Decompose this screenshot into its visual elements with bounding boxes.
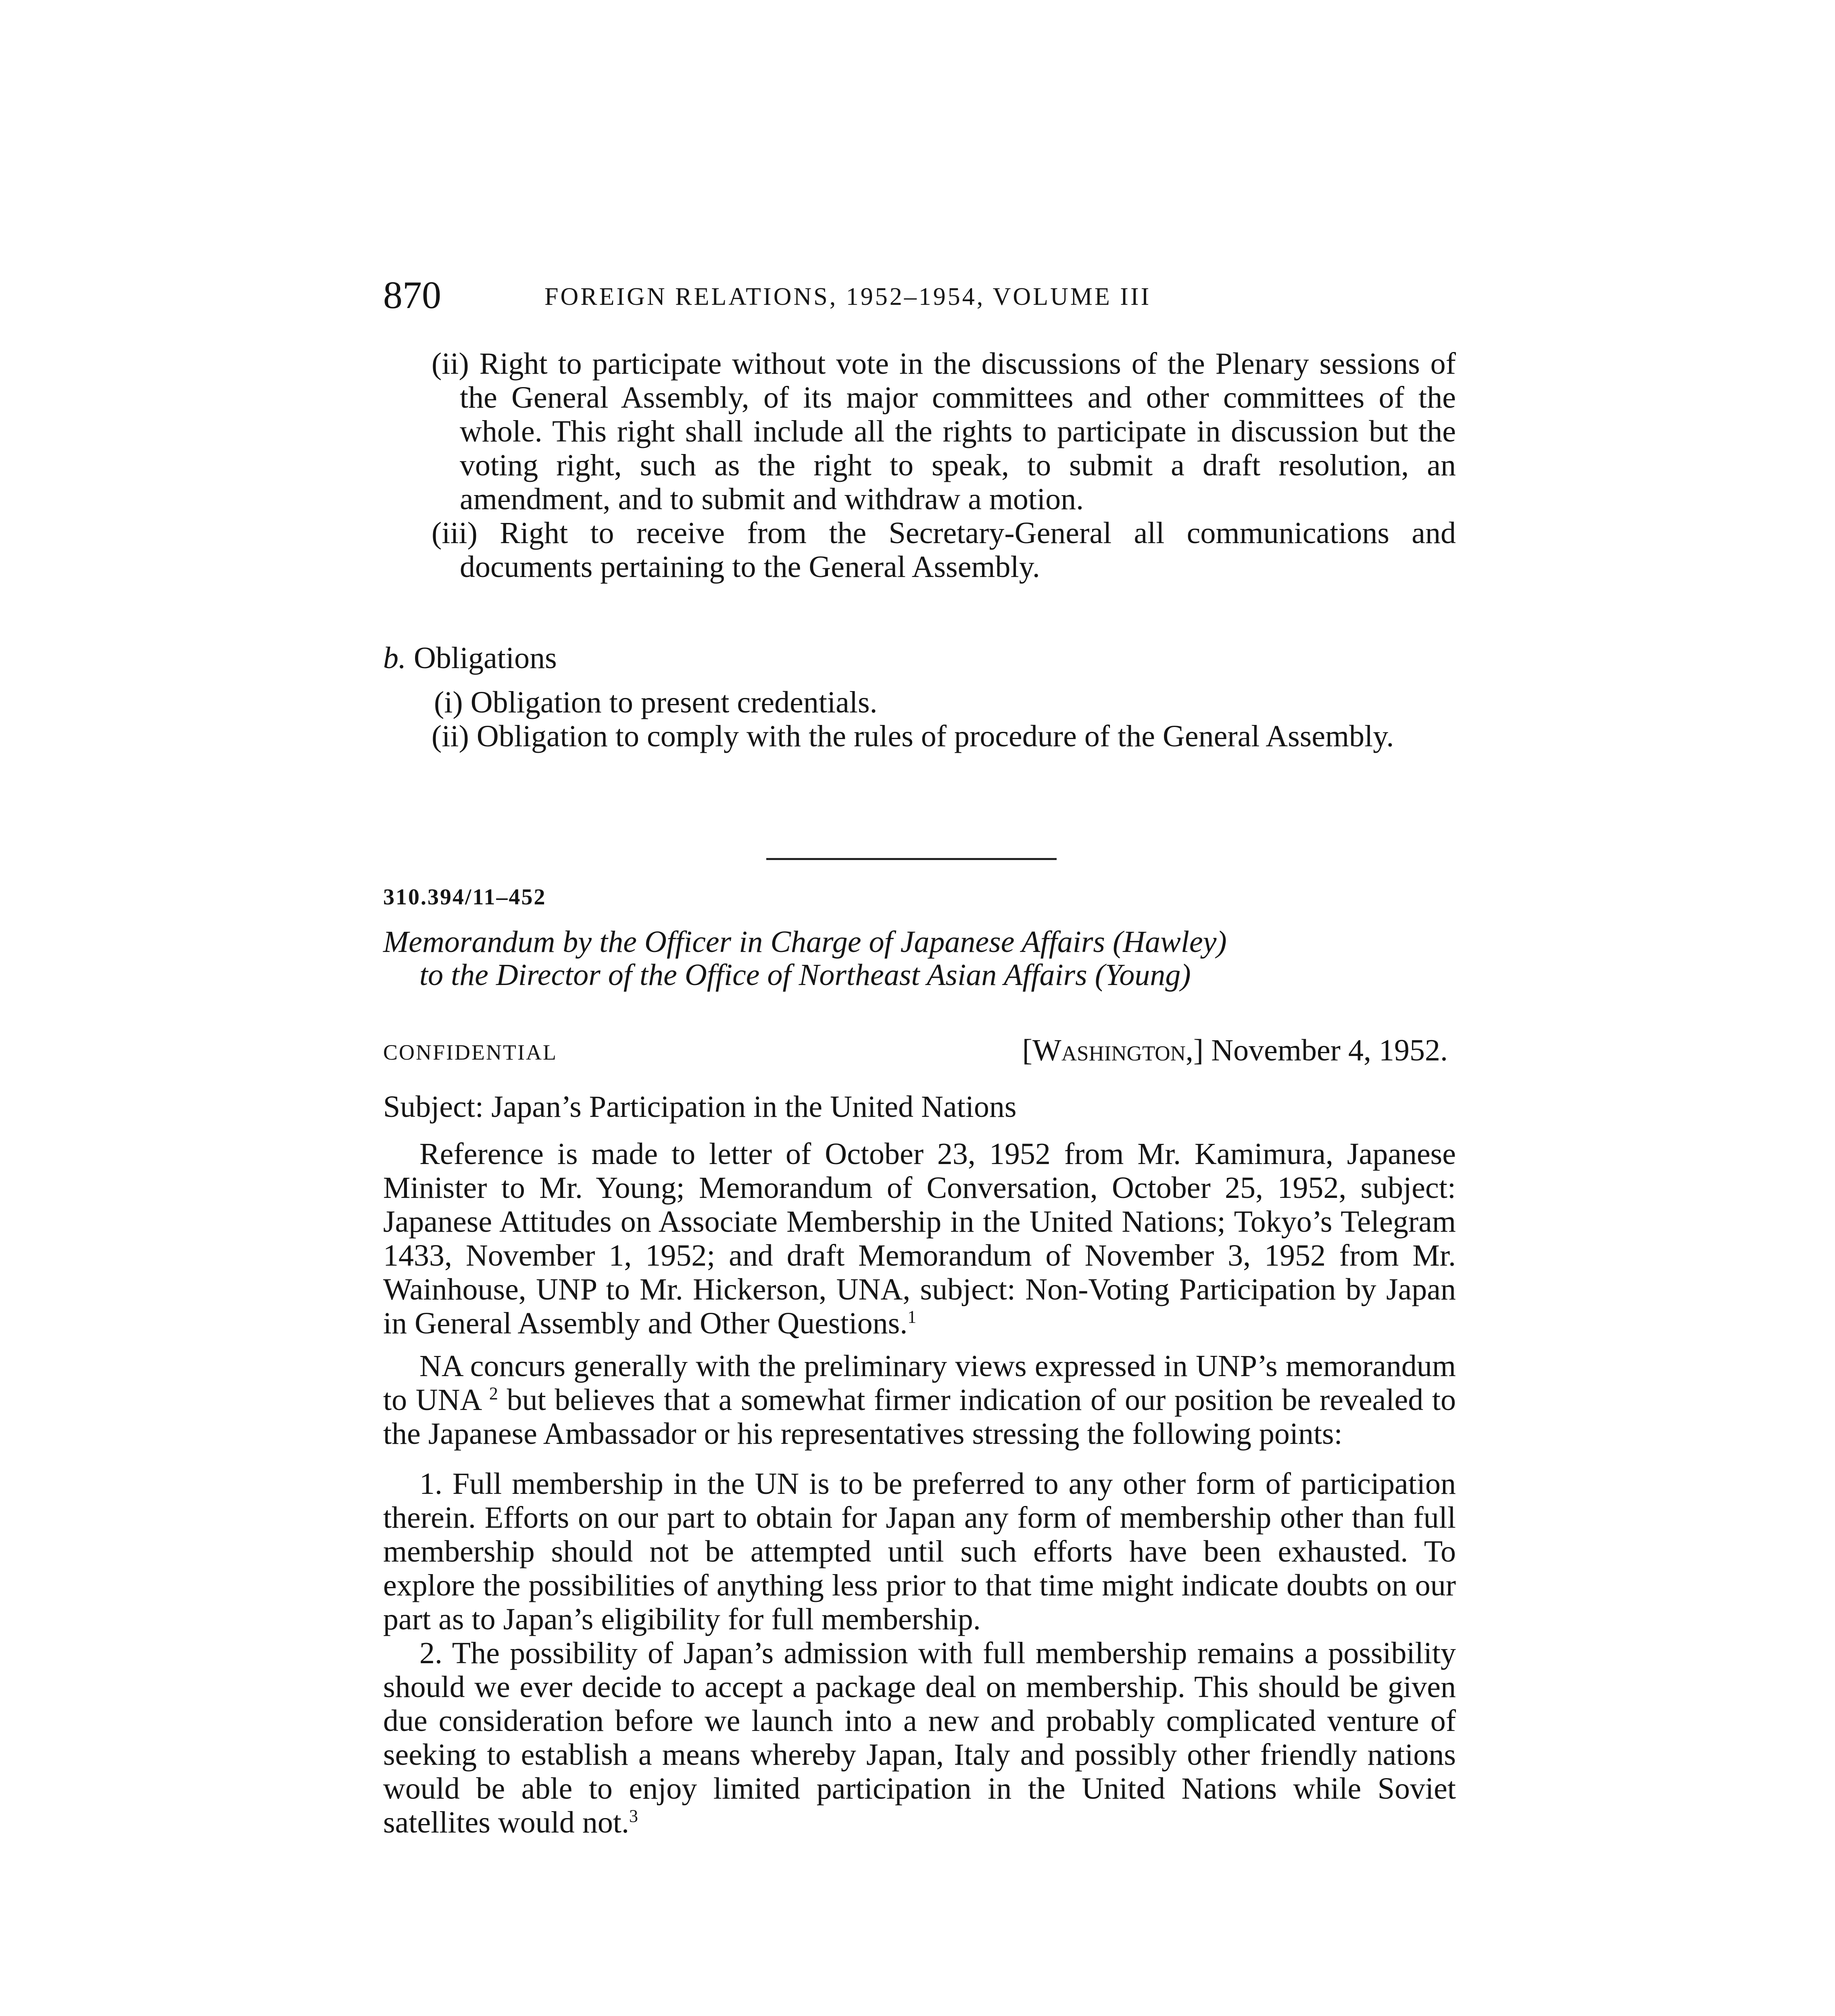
page-header (383, 271, 1311, 319)
obligations-letter: b. (383, 641, 406, 675)
paragraph-2-text-a: NA concurs generally with the preliminary views expressed in UNP’s memorandum to UNA (383, 1349, 1456, 1417)
paragraph-2-text-b: but believes that a somewhat firmer indication of our position be revealed to the Japanese Ambassador or his representatives stressing the following points: (383, 1383, 1456, 1451)
memo-paragraph-2 (383, 1349, 1456, 1451)
title-line-1: Memorandum by the Officer in Charge of Japanese Affairs (Hawley) (383, 925, 1227, 959)
obligations-label: Obligations (414, 641, 557, 675)
footnote-ref-2: 2 (489, 1383, 498, 1404)
section-divider (766, 858, 1057, 860)
document-title (383, 925, 1456, 991)
paragraph-1-text: Reference is made to letter of October 23, 1952 from Mr. Kamimura, Japanese Minister to Mr. Young; Memorandum of Conversation, October 25, 1952, subject: Japanese Attitudes on Associate Membership in the United Nations; Tokyo’s Telegram 1433, November 1, 1952; and draft Memorandum of November 3, 1952 from Mr. Wainhouse, UNP to Mr. Hickerson, UNA, subject: Non-Voting Participation by Japan in General Assembly and Other Questions. (383, 1137, 1456, 1340)
page-number: 870 (383, 273, 441, 317)
footnote-ref-1: 1 (907, 1307, 917, 1327)
running-head: FOREIGN RELATIONS, 1952–1954, VOLUME III (544, 283, 1151, 310)
obligation-item-ii: (ii) Obligation to comply with the rules of procedure of the General Assembly. (432, 719, 1394, 753)
file-code: 310.394/11–452 (383, 885, 546, 910)
obligations-heading (383, 641, 1456, 675)
subject-text: Japan’s Participation in the United Nations (491, 1090, 1017, 1124)
right-item-ii: (ii) Right to participate without vote in the discussions of the Plenary sessions of the General Assembly, of its major committees and other committees of the whole. This right shall include all the rights to participate in discussion but the voting right, such as the right to speak, to submit a draft resolution, an amendment, and to submit and withdraw a motion. (432, 347, 1456, 516)
obligation-item-i: (i) Obligation to present credentials. (434, 685, 878, 719)
obligations-section (383, 641, 1456, 753)
subject-line (383, 1089, 1456, 1125)
memo-body (383, 1137, 1456, 1839)
dateline (1022, 1030, 1448, 1070)
footnote-ref-3: 3 (629, 1806, 638, 1826)
memo-paragraph-1 (383, 1137, 1456, 1340)
subject-label: Subject: (383, 1090, 484, 1124)
memo-point-2 (383, 1636, 1456, 1839)
dateline-date: November 4, 1952. (1211, 1033, 1448, 1067)
title-line-2: to the Director of the Office of Northeast Asian Affairs (Young) (419, 958, 1191, 992)
dateline-place: [Washington,] (1022, 1033, 1204, 1067)
rights-list (383, 347, 1456, 584)
point-2-text: 2. The possibility of Japan’s admission with full membership remains a possibility should we ever decide to accept a package deal on membership. This should be given due consideration before we launch into a new and probably complicated venture of seeking to establish a means whereby Japan, Italy and possibly other friendly nations would be able to enjoy limited participation in the United Nations while Soviet satellites would not. (383, 1636, 1456, 1839)
classification-row (383, 1030, 1456, 1070)
right-item-iii: (iii) Right to receive from the Secretary-General all communications and documents pertaining to the General Assembly. (432, 516, 1456, 584)
memo-point-1: 1. Full membership in the UN is to be preferred to any other form of participation therein. Efforts on our part to obtain for Japan any form of membership other than full membership should not be attempted until such efforts have been exhausted. To explore the possibilities of anything less prior to that time might indicate doubts on our part as to Japan’s eligibility for full membership. (383, 1467, 1456, 1636)
classification-label: CONFIDENTIAL (383, 1040, 557, 1064)
